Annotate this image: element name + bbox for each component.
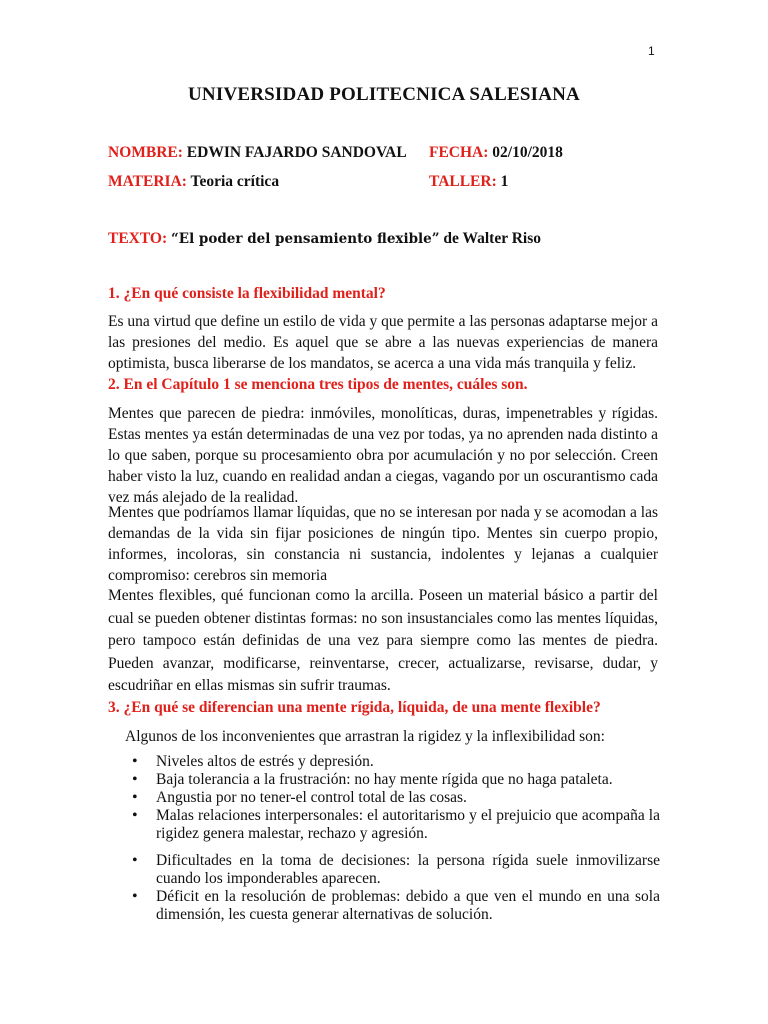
fecha-label: FECHA: [429,144,489,161]
texto-line [108,230,541,248]
materia-value: Teoria crítica [190,173,280,190]
bullet-list-b [108,852,660,924]
list-item: • Baja tolerancia a la frustración: no hay mente rígida que no haga pataleta. [108,771,660,789]
document-title: UNIVERSIDAD POLITECNICA SALESIANA [188,84,580,105]
texto-label: TEXTO: [108,230,168,247]
question-3-intro: Algunos de los inconvenientes que arrastran la rigidez y la inflexibilidad son: [125,728,605,745]
nombre-label: NOMBRE: [108,144,183,161]
bullet-list-a [108,753,660,843]
question-1-answer: Es una virtud que define un estilo de vida y que permite a las personas adaptarse mejor a las presiones del medio. Es aquel que se abre a las nuevas experiencias de manera optimista, busca liberarse de los mandatos, se acerca a una vida más tranquila y feliz. [108,313,658,372]
question-1-heading: 1. ¿En qué consiste la flexibilidad mental? [108,285,386,302]
fecha-group [429,144,563,162]
list-item: • Déficit en la resolución de problemas: debido a que ven el mundo en una sola dimensión, les cuesta generar alternativas de solución. [108,888,660,924]
question-2-paragraph-stone: Mentes que parecen de piedra: inmóviles, monolíticas, duras, impenetrables y rígidas. Estas mentes ya están determinadas de una vez por todas, ya no aprenden nada distinto a lo que saben, porque su procesamiento obra por acumulación y no por selección. Creen haber visto la luz, cuando en realidad andan a ciegas, vagando por un oscurantismo cada vez más alejado de la realidad. [108,405,658,506]
page-number: 1 [648,44,655,58]
meta-row-materia [108,173,509,193]
list-item: • Malas relaciones interpersonales: el autoritarismo y el prejuicio que acompaña la rigidez genera malestar, rechazo y agresión. [108,807,660,843]
question-2-paragraph-flexible: Mentes flexibles, qué funcionan como la arcilla. Poseen un material básico a partir del cual se pueden obtener distintas formas: no son insustanciales como las mentes líquidas, pero tampoco están definidas de una vez para siempre como las mentes de piedra. Pueden avanzar, modificarse, reinventarse, crecer, actualizarse, revisarse, dudar, y escudriñar en ellas mismas sin sufrir traumas. [108,587,658,694]
texto-title: “El poder del pensamiento flexible” [171,231,440,247]
taller-label: TALLER: [429,173,497,190]
question-2-heading: 2. En el Capítulo 1 se menciona tres tipos de mentes, cuáles son. [108,376,528,393]
question-3-heading: 3. ¿En qué se diferencian una mente rígida, líquida, de una mente flexible? [108,699,601,716]
list-item: • Dificultades en la toma de decisiones: la persona rígida suele inmovilizarse cuando los imponderables aparecen. [108,852,660,888]
texto-author: de Walter Riso [443,230,541,247]
list-item: • Angustia por no tener-el control total de las cosas. [108,789,660,807]
fecha-value: 02/10/2018 [492,144,563,161]
taller-value: 1 [500,173,509,190]
meta-row-nombre [108,144,563,164]
materia-label: MATERIA: [108,173,187,190]
question-2-paragraph-liquid: Mentes que podríamos llamar líquidas, que no se interesan por nada y se acomodan a las demandas de la vida sin fijar posiciones de ningún tipo. Mentes sin cuerpo propio, informes, incoloras, sin constancia ni sustancia, indolentes y lejanas a cualquier compromiso: cerebros sin memoria [108,504,658,584]
taller-group [429,173,508,191]
nombre-value: EDWIN FAJARDO SANDOVAL [186,144,407,161]
list-item: • Niveles altos de estrés y depresión. [108,753,660,771]
